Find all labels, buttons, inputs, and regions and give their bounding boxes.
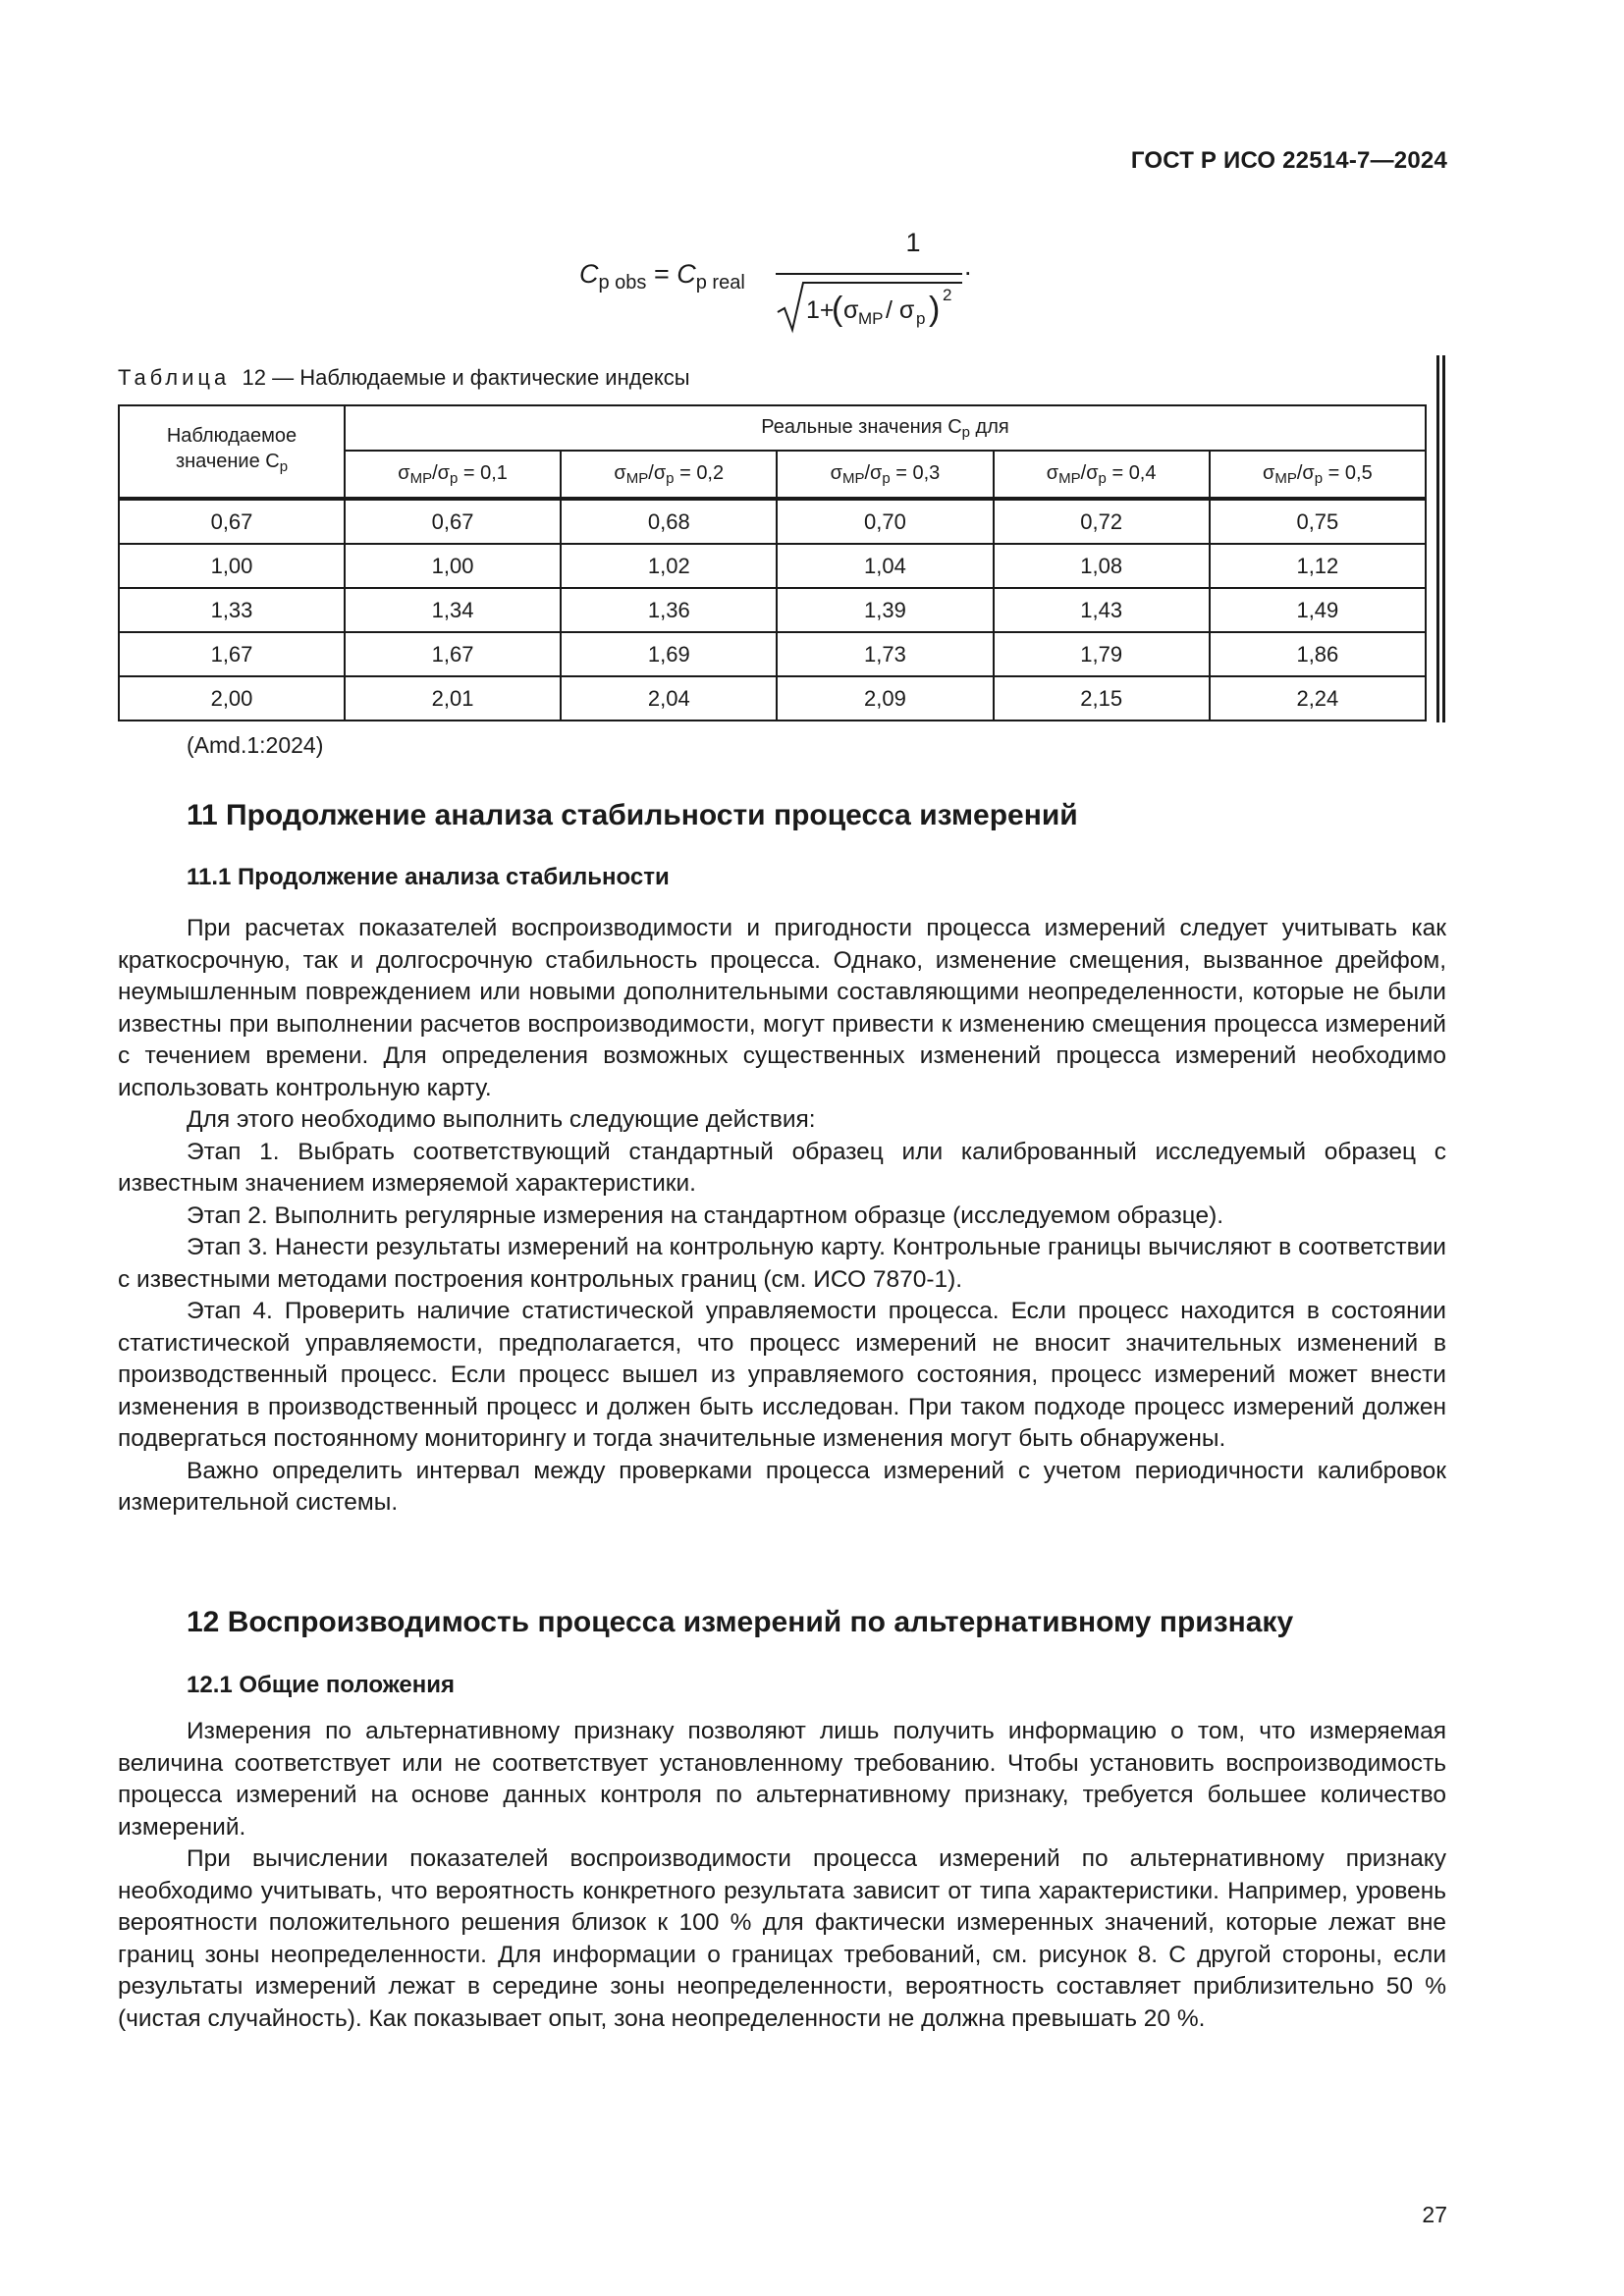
table-cell: 1,69 — [561, 632, 777, 676]
ratio-header: $\sigma_{MP}/\sigma_p = 0,1$ — [345, 451, 561, 499]
table-cell: 1,86 — [1210, 632, 1426, 676]
table-row — [119, 544, 1426, 588]
svg-text:p: p — [916, 309, 926, 328]
section-11-title: 11 Продолжение анализа стабильности процесса измерений — [187, 799, 1078, 831]
table-cell: 2,00 — [119, 676, 345, 721]
section-12-body — [118, 1716, 1446, 2035]
table-cell: 1,67 — [345, 632, 561, 676]
table-cell: 1,12 — [1210, 544, 1426, 588]
table-cell: 2,15 — [994, 676, 1210, 721]
table-cell: 0,67 — [119, 499, 345, 544]
formula — [579, 228, 992, 346]
table-note: (Amd.1:2024) — [187, 732, 324, 758]
paragraph: При вычислении показателей воспроизводимости процесса измерений по альтернативному признаку необходимо учитывать, что вероятность конкретного результата зависит от типа характеристики. Например, уровень вероятности положительного решения близок к 100 % для фактически измеренных значений, которые лежат вне границ зоны неопределенности. Для информации о границах требований, см. рисунок 8. С другой стороны, если результаты измерений лежат в середине зоны неопределенности, вероятность составляет приблизительно 50 % (чистая случайность). Как показывает опыт, зона неопределенности не должна превышать 20 %. — [118, 1845, 1446, 2032]
svg-text:1+: 1+ — [806, 296, 835, 324]
table-cell: 1,36 — [561, 588, 777, 632]
indices-table — [118, 404, 1427, 721]
table-cell: 1,33 — [119, 588, 345, 632]
svg-text:/ σ: / σ — [886, 296, 915, 324]
table-cell: 1,43 — [994, 588, 1210, 632]
table-cell: 1,02 — [561, 544, 777, 588]
ratio-header: $\sigma_{MP}/\sigma_p = 0,5$ — [1210, 451, 1426, 499]
table-cell: 0,68 — [561, 499, 777, 544]
ratio-header: $\sigma_{MP}/\sigma_p = 0,2$ — [561, 451, 777, 499]
table-caption: Таблица 12 — Наблюдаемые и фактические индексы — [118, 365, 690, 390]
section-11-1-title: 11.1 Продолжение анализа стабильности — [187, 864, 670, 890]
section-11-body — [118, 913, 1446, 1520]
table-row — [119, 588, 1426, 632]
col-header-observed: Наблюдаемое значение $C_p$ — [119, 405, 345, 499]
section-12-1-title: 12.1 Общие положения — [187, 1672, 456, 1698]
table-cell: 0,67 — [345, 499, 561, 544]
ratio-header: $\sigma_{MP}/\sigma_p = 0,4$ — [994, 451, 1210, 499]
table-cell: 2,04 — [561, 676, 777, 721]
table-cell: 2,09 — [777, 676, 993, 721]
svg-text:1+(σMP / σp)2: 1+(σMP / σp)2 — [972, 279, 979, 280]
table-cell: 2,24 — [1210, 676, 1426, 721]
table-cell: 1,39 — [777, 588, 993, 632]
section-12-title: 12 Воспроизводимость процесса измерений по альтернативному признаку — [187, 1606, 1294, 1638]
table-row — [119, 632, 1426, 676]
table-row — [119, 676, 1426, 721]
table-row — [119, 499, 1426, 544]
document-header: ГОСТ Р ИСО 22514-7—2024 — [1130, 147, 1447, 174]
paragraph: Этап 1. Выбрать соответствующий стандартный образец или калиброванный исследуемый образец с известным значением измеряемой характеристики. — [118, 1138, 1446, 1197]
formula-lhs: $C_{p obs} = C_{p real}$ — [579, 259, 745, 294]
paragraph: Важно определить интервал между проверками процесса измерений с учетом периодичности калибровок измерительной системы. — [118, 1457, 1446, 1516]
svg-text:MP: MP — [858, 309, 884, 328]
paragraph: Этап 2. Выполнить регулярные измерения на стандартном образце (исследуемом образце). — [187, 1201, 1224, 1229]
table-cell: 1,79 — [994, 632, 1210, 676]
svg-text:): ) — [929, 291, 941, 328]
table-cell: 2,01 — [345, 676, 561, 721]
paragraph: Этап 4. Проверить наличие статистической управляемости процесса. Если процесс находится в состоянии статистической управляемости, предполагается, что процесс измерений не вносит значительных изменений в производственный процесс. Если процесс вышел из управляемого состояния, процесс измерений может внести изменения в производственный процесс и должен быть исследован. При таком подходе процесс измерений должен подвергаться постоянному мониторингу и тогда значительные изменения могут быть обнаружены. — [118, 1298, 1446, 1452]
page-number: 27 — [1422, 2202, 1447, 2227]
table-cell: 1,00 — [119, 544, 345, 588]
paragraph: Этап 3. Нанести результаты измерений на контрольную карту. Контрольные границы вычисляют в соответствии с известными методами построения контрольных границ (см. ИСО 7870-1). — [118, 1234, 1446, 1293]
table-cell: 1,73 — [777, 632, 993, 676]
paragraph: Для этого необходимо выполнить следующие действия: — [187, 1106, 816, 1133]
table-cell: 0,70 — [777, 499, 993, 544]
svg-text:(: ( — [832, 291, 843, 328]
formula-denominator — [776, 279, 979, 338]
svg-text:σ: σ — [843, 296, 859, 324]
formula-terminator: . — [964, 251, 972, 281]
change-bar — [1436, 355, 1445, 722]
table-cell: 0,75 — [1210, 499, 1426, 544]
table-cell: 1,08 — [994, 544, 1210, 588]
table-cell: 0,72 — [994, 499, 1210, 544]
fraction-bar — [776, 273, 962, 275]
table-cell: 1,34 — [345, 588, 561, 632]
paragraph: Измерения по альтернативному признаку позволяют лишь получить информацию о том, что измеряемая величина соответствует или не соответствует установленному требованию. Чтобы установить воспроизводимость процесса измерений на основе данных контроля по альтернативному признаку, требуется большее количество измерений. — [118, 1718, 1446, 1841]
paragraph: При расчетах показателей воспроизводимости и пригодности процесса измерений следует учитывать как краткосрочную, так и долгосрочную стабильность процесса. Однако, изменение смещения, вызванное дрейфом, неумышленным повреждением или новыми дополнительными составляющими неопределенности, которые не были известны при выполнении расчетов воспроизводимости, могут привести к изменению смещения процесса измерений с течением времени. Для определения возможных существенных изменений процесса измерений необходимо использовать контрольную карту. — [118, 915, 1446, 1101]
table-cell: 1,04 — [777, 544, 993, 588]
table-cell: 1,49 — [1210, 588, 1426, 632]
formula-numerator: 1 — [905, 228, 921, 257]
table-cell: 1,00 — [345, 544, 561, 588]
table-cell: 1,67 — [119, 632, 345, 676]
svg-text:2: 2 — [943, 286, 952, 304]
ratio-header: $\sigma_{MP}/\sigma_p = 0,3$ — [777, 451, 993, 499]
col-group-header: Реальные значения $C_p$ для — [345, 405, 1426, 451]
